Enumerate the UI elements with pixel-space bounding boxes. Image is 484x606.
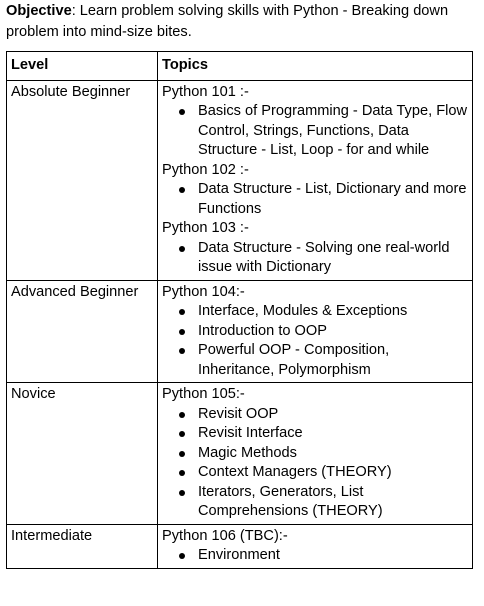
topics-column-header: Topics <box>158 52 473 81</box>
table-row <box>7 280 473 383</box>
course-title: Python 105:- <box>162 386 245 402</box>
bullet-icon <box>179 451 185 457</box>
topic-text: Interface, Modules & Exceptions <box>198 303 408 319</box>
course-title: Python 106 (TBC):- <box>162 527 288 544</box>
objective-paragraph <box>6 1 476 43</box>
table-body <box>7 80 473 568</box>
bullet-icon <box>179 431 185 437</box>
course-title: Python 104:- <box>162 283 245 300</box>
bullet-icon <box>179 109 185 115</box>
bullet-icon <box>179 329 185 335</box>
topic-text: Environment <box>198 547 280 563</box>
bullet-icon <box>179 490 185 496</box>
list-item <box>198 341 468 380</box>
level-column-header: Level <box>7 52 158 81</box>
topic-text: Magic Methods <box>198 444 297 461</box>
topic-text: Context Managers (THEORY) <box>198 464 392 480</box>
course-title: Python 103 :- <box>162 220 249 236</box>
level-cell: Advanced Beginner <box>7 280 158 383</box>
bullet-icon <box>179 187 185 193</box>
bullet-icon <box>179 412 185 418</box>
topics-cell <box>158 80 473 280</box>
topic-text: Revisit Interface <box>198 425 303 441</box>
topic-list <box>162 546 468 566</box>
bullet-icon <box>179 553 185 559</box>
table-header-row <box>7 52 473 81</box>
list-item <box>198 546 468 566</box>
topic-text: Data Structure - Solving one real-world issue with Dictionary <box>198 239 450 275</box>
list-item <box>198 444 468 464</box>
course-title: Python 101 :- <box>162 83 249 100</box>
topic-text: Revisit OOP <box>198 405 279 422</box>
topics-cell <box>158 280 473 383</box>
topics-cell <box>158 383 473 525</box>
topic-list <box>162 180 468 219</box>
topics-cell <box>158 524 473 568</box>
list-item <box>198 322 468 342</box>
topic-list <box>162 405 468 522</box>
level-cell: Absolute Beginner <box>7 80 158 280</box>
topic-list <box>162 302 468 380</box>
topic-text: Powerful OOP - Composition, Inheritance, Polymorphism <box>198 342 390 378</box>
list-item <box>198 180 468 219</box>
table-row <box>7 80 473 280</box>
topic-list <box>162 239 468 278</box>
topic-text: Data Structure - List, Dictionary and more Functions <box>198 181 467 217</box>
table-row <box>7 383 473 525</box>
objective-text: : Learn problem solving skills with Python - Breaking down problem into mind-size bites. <box>6 3 449 40</box>
list-item <box>198 102 468 161</box>
topic-text: Basics of Programming - Data Type, Flow Control, Strings, Functions, Data Structure - List, Loop - for and while <box>198 103 468 158</box>
bullet-icon <box>179 470 185 476</box>
topic-text: Iterators, Generators, List Comprehensions (THEORY) <box>198 483 383 519</box>
list-item <box>198 483 468 522</box>
list-item <box>198 239 468 278</box>
list-item <box>198 405 468 425</box>
objective-label: Objective <box>6 3 72 19</box>
level-cell: Novice <box>7 383 158 525</box>
bullet-icon <box>179 246 185 252</box>
topic-text: Introduction to OOP <box>198 322 327 339</box>
topic-list <box>162 102 468 161</box>
bullet-icon <box>179 348 185 354</box>
list-item <box>198 463 468 483</box>
table-row <box>7 524 473 568</box>
level-cell: Intermediate <box>7 524 158 568</box>
list-item <box>198 424 468 444</box>
bullet-icon <box>179 309 185 315</box>
course-title: Python 102 :- <box>162 161 249 178</box>
curriculum-table <box>6 51 473 569</box>
list-item <box>198 302 468 322</box>
